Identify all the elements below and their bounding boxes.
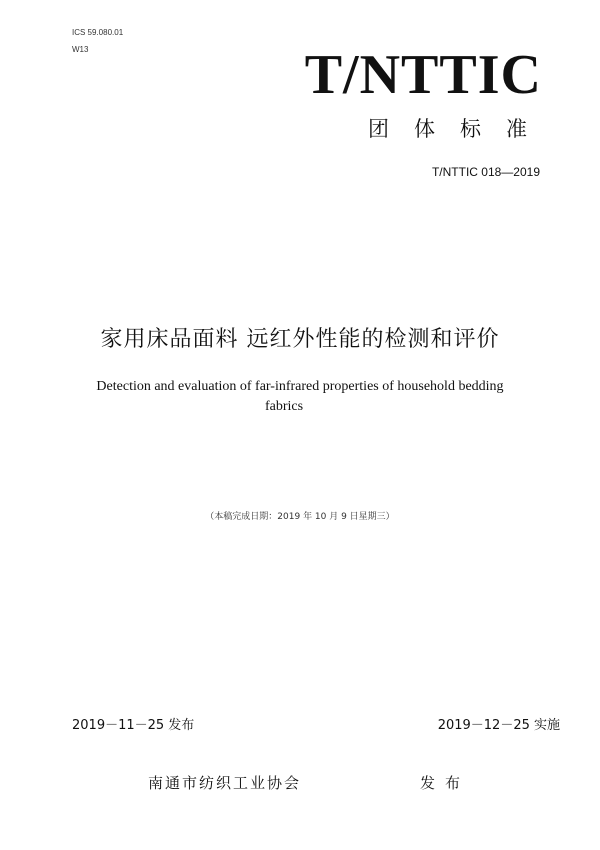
- title-english-line-1: Detection and evaluation of far-infrared properties of household bedding: [96, 379, 504, 394]
- issuer-name: 南通市纺织工业协会: [148, 774, 302, 792]
- draft-completion-note: （本稿完成日期：2019 年 10 月 9 日星期三）: [205, 512, 395, 522]
- title-english-line-2: fabrics: [265, 399, 304, 414]
- publish-date: 2019－11－25 发布: [72, 718, 195, 733]
- document-type: 团体标准: [368, 117, 552, 141]
- issuer-action: 发布: [420, 774, 471, 792]
- title-chinese: 家用床品面料 远红外性能的检测和评价: [100, 327, 500, 352]
- organization-code: T/NTTIC: [304, 44, 542, 106]
- implement-date: 2019－12－25 实施: [437, 718, 560, 733]
- ccs-code: W13: [72, 45, 89, 54]
- ics-code: ICS 59.080.01: [72, 28, 124, 37]
- standard-number: T/NTTIC 018—2019: [431, 165, 540, 179]
